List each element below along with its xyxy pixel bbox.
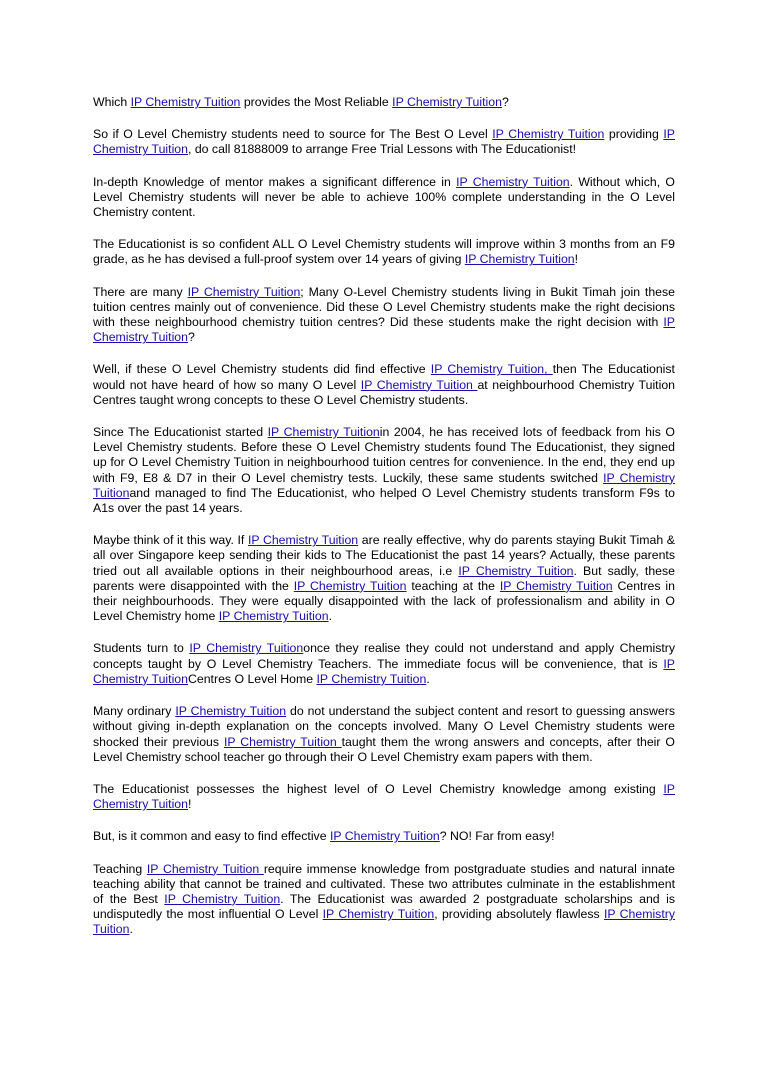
paragraph-text: . — [328, 609, 332, 624]
paragraph-text: But, is it common and easy to find effective — [93, 829, 330, 844]
ip-chemistry-tuition-link[interactable]: IP Chemistry Tuition — [464, 252, 575, 267]
ip-chemistry-tuition-link[interactable]: IP Chemistry Tuition — [456, 174, 570, 189]
paragraph — [93, 175, 675, 221]
ip-chemistry-tuition-link[interactable]: IP Chemistry Tuition — [499, 578, 613, 593]
ip-chemistry-tuition-link[interactable]: IP Chemistry Tuition — [175, 704, 287, 719]
paragraph-text: Many ordinary — [93, 704, 176, 719]
paragraph-text: . — [129, 922, 133, 937]
paragraph-text: . — [426, 671, 430, 686]
paragraph — [93, 704, 675, 765]
paragraph-text: at neighbourhood Chemistry Tuition Centres taught wrong concepts to these O Level Chemistry students. — [93, 377, 676, 407]
paragraph-text: So if O Level Chemistry students need to source for The Best O Level — [93, 127, 493, 142]
paragraph-text: Since The Educationist started — [93, 425, 268, 440]
paragraph-text: are really effective, why do parents staying Bukit Timah & all over Singapore keep sending their kids to The Educationist the past 14 years? Actually, these parents tried out all available options in their neighbourhood areas, i.e — [93, 533, 675, 578]
paragraph-text: . The Educationist was awarded 2 postgraduate scholarships and is undisputedly the most influential O Level — [93, 891, 675, 922]
ip-chemistry-tuition-link[interactable]: IP Chemistry Tuition — [146, 861, 264, 876]
ip-chemistry-tuition-link[interactable]: IP Chemistry Tuition — [492, 127, 605, 142]
paragraph-text: once they realise they could not understand and apply Chemistry concepts taught by O Level Chemistry Teachers. The immediate focus will be convenience, that is — [93, 641, 676, 671]
paragraph-text: ? — [188, 330, 195, 345]
paragraph-text: Centres O Level Home — [188, 671, 317, 686]
paragraph — [93, 95, 675, 110]
paragraph-text: provides the Most Reliable — [240, 95, 393, 109]
ip-chemistry-tuition-link[interactable]: IP Chemistry Tuition — [458, 563, 574, 578]
paragraph — [93, 641, 675, 687]
paragraph-text: ? NO! Far from easy! — [439, 829, 555, 844]
paragraph-text: do not understand the subject content and resort to guessing answers without giving in-depth explanation on the concepts involved. Many O Level Chemistry students were shocked their previous — [93, 704, 675, 749]
ip-chemistry-tuition-link[interactable]: IP Chemistry Tuition — [293, 578, 407, 593]
ip-chemistry-tuition-link[interactable]: IP Chemistry Tuition — [93, 907, 675, 937]
paragraph-text: ? — [501, 95, 509, 109]
paragraph-text: There are many — [93, 284, 188, 299]
paragraph — [93, 862, 675, 938]
ip-chemistry-tuition-link[interactable]: IP Chemistry Tuition — [218, 609, 329, 624]
paragraph-text: Students turn to — [93, 641, 190, 656]
ip-chemistry-tuition-link[interactable]: IP Chemistry Tuition — [164, 891, 281, 906]
paragraph — [93, 362, 675, 408]
paragraph-text: in 2004, he has received lots of feedback from his O Level Chemistry students. Before these O Level Chemistry students found The Educationist, they signed up for O Level Chemistry Tuition in neighbourhood tuition centres for convenience. In the end, they end up with F9, E8 & D7 in their O Level chemistry tests. Luckily, these same students switched — [93, 425, 676, 485]
paragraph-text: and managed to find The Educationist, who helped O Level Chemistry students transform F9s to A1s over the past 14 years. — [93, 485, 675, 516]
paragraph-text: , providing absolutely flawless — [434, 907, 604, 922]
paragraph-text: providing — [604, 127, 664, 142]
ip-chemistry-tuition-link[interactable]: IP Chemistry Tuition — [392, 95, 502, 109]
paragraph-text: . But sadly, these parents were disappointed with the — [93, 563, 675, 593]
paragraph-text: ! — [574, 252, 579, 267]
paragraph-text: ! — [188, 797, 192, 812]
paragraph-text: Which — [93, 95, 131, 109]
paragraph — [93, 829, 675, 844]
ip-chemistry-tuition-link[interactable]: IP Chemistry Tuition — [130, 95, 241, 109]
ip-chemistry-tuition-link[interactable]: IP Chemistry Tuition — [93, 656, 675, 686]
paragraph — [93, 127, 675, 157]
paragraph — [93, 533, 675, 624]
paragraph-text: The Educationist is so confident ALL O Level Chemistry students will improve within 3 months from an F9 grade, as he has devised a full-proof system over 14 years of giving — [93, 237, 675, 267]
paragraph-text: In-depth Knowledge of mentor makes a significant difference in — [93, 174, 457, 189]
paragraph-text: . Without which, O Level Chemistry students will never be able to achieve 100% complete understanding in the O Level Chemistry content. — [93, 174, 675, 220]
ip-chemistry-tuition-link[interactable]: IP Chemistry Tuition, — [430, 362, 553, 377]
paragraph-text: require immense knowledge from postgraduate studies and natural innate teaching ability that cannot be trained and cultivated. These two attributes culminate in the establishment of the Best — [93, 861, 675, 906]
paragraph — [93, 285, 675, 346]
ip-chemistry-tuition-link[interactable]: IP Chemistry Tuition — [316, 671, 427, 686]
ip-chemistry-tuition-link[interactable]: IP Chemistry Tuition — [322, 907, 435, 922]
ip-chemistry-tuition-link[interactable]: IP Chemistry Tuition — [360, 377, 478, 392]
paragraph-text: teaching at the — [406, 578, 500, 593]
paragraph-text: The Educationist possesses the highest level of O Level Chemistry knowledge among existing — [93, 781, 664, 796]
ip-chemistry-tuition-link[interactable]: IP Chemistry Tuition — [187, 284, 301, 299]
paragraph — [93, 237, 675, 267]
ip-chemistry-tuition-link[interactable]: IP Chemistry Tuition — [93, 315, 675, 345]
paragraph — [93, 425, 675, 516]
ip-chemistry-tuition-link[interactable]: IP Chemistry Tuition — [223, 734, 342, 749]
ip-chemistry-tuition-link[interactable]: IP Chemistry Tuition — [93, 127, 675, 157]
ip-chemistry-tuition-link[interactable]: IP Chemistry Tuition — [189, 641, 304, 656]
ip-chemistry-tuition-link[interactable]: IP Chemistry Tuition — [329, 829, 440, 844]
ip-chemistry-tuition-link[interactable]: IP Chemistry Tuition — [93, 781, 675, 812]
paragraph — [93, 782, 675, 812]
paragraph-text: taught them the wrong answers and concepts, after their O Level Chemistry school teacher go through their O Level Chemistry exam papers with them. — [93, 734, 675, 764]
paragraph-text: Centres in their neighbourhoods. They were equally disappointed with the lack of professionalism and ability in O Level Chemistry home — [93, 578, 675, 624]
ip-chemistry-tuition-link[interactable]: IP Chemistry Tuition — [247, 533, 359, 548]
paragraph-text: ; Many O-Level Chemistry students living in Bukit Timah join these tuition centres mainly out of convenience. Did these O Level Chemistry students make the right decisions with these neighbourhood chemistry tuition centres? Did these students make the right decision with — [93, 284, 675, 330]
paragraph-text: Maybe think of it this way. If — [93, 533, 248, 548]
paragraph-text: Well, if these O Level Chemistry students did find effective — [93, 362, 431, 377]
paragraph-text: then The Educationist would not have heard of how so many O Level — [93, 362, 675, 392]
ip-chemistry-tuition-link[interactable]: IP Chemistry Tuition — [93, 470, 676, 500]
ip-chemistry-tuition-link[interactable]: IP Chemistry Tuition — [267, 425, 380, 440]
paragraph-text: , do call 81888009 to arrange Free Trial Lessons with The Educationist! — [188, 142, 577, 157]
paragraph-text: Teaching — [93, 861, 147, 876]
